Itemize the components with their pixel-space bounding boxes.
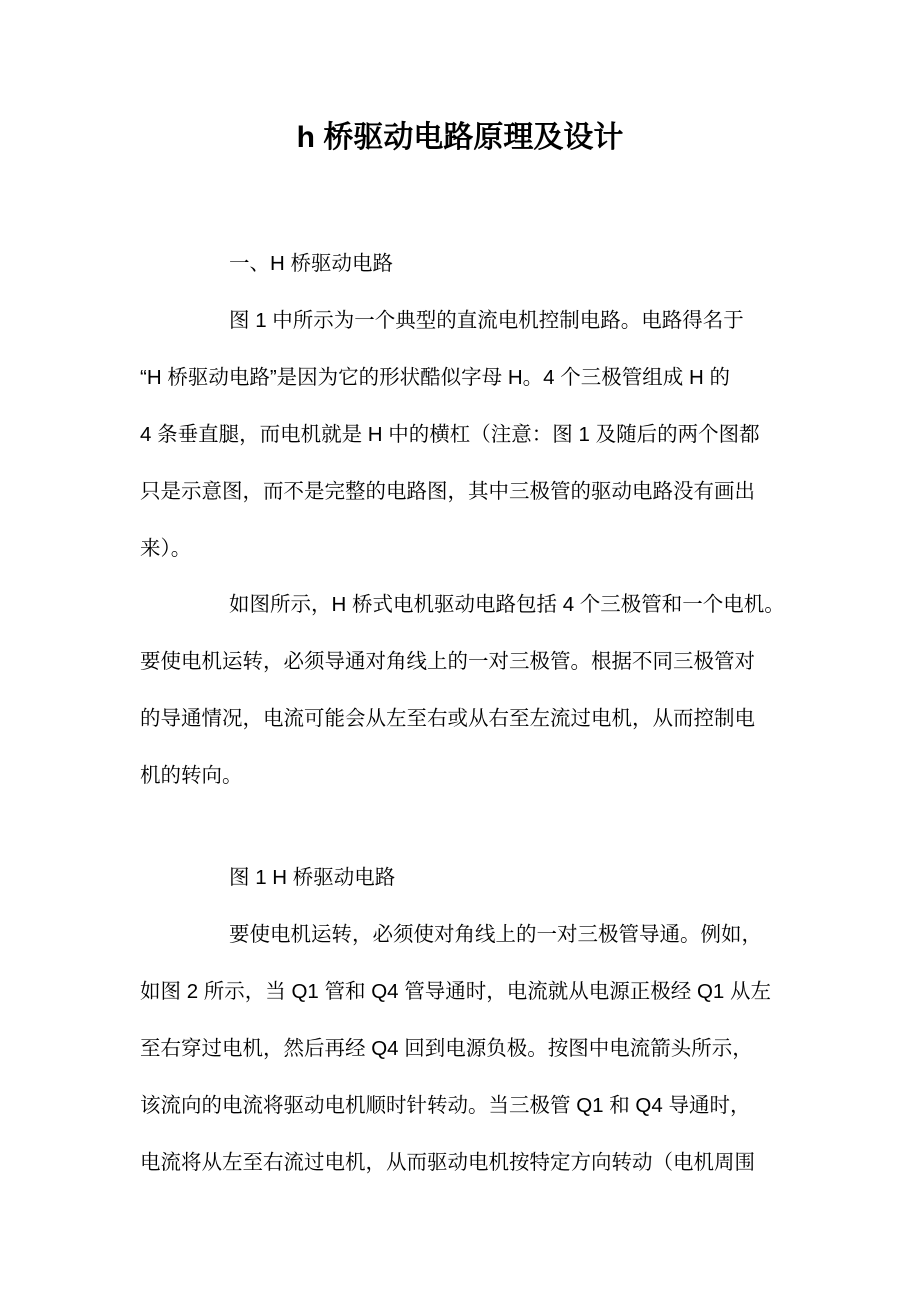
text-line: “H 桥驱动电路”是因为它的形状酷似字母 H。4 个三极管组成 H 的: [140, 366, 730, 389]
text-line: 机的转向。: [140, 764, 243, 787]
text-line: 至右穿过电机，然后再经 Q4 回到电源负极。按图中电流箭头所示，: [140, 1037, 753, 1060]
figure-caption: 图 1 H 桥驱动电路: [229, 866, 396, 889]
text-line: 图 1 中所示为一个典型的直流电机控制电路。电路得名于: [229, 309, 744, 332]
text-line: 只是示意图，而不是完整的电路图，其中三极管的驱动电路没有画出: [140, 480, 755, 503]
text-line: 4 条垂直腿，而电机就是 H 中的横杠（注意：图 1 及随后的两个图都: [140, 423, 760, 446]
text-line: 来）。: [140, 537, 192, 560]
text-line: 的导通情况，电流可能会从左至右或从右至左流过电机，从而控制电: [140, 707, 755, 730]
section-heading: 一、H 桥驱动电路: [229, 252, 393, 275]
text-line: 要使电机运转，必须导通对角线上的一对三极管。根据不同三极管对: [140, 650, 755, 673]
text-line: 如图所示，H 桥式电机驱动电路包括 4 个三极管和一个电机。: [229, 593, 785, 616]
text-line: 如图 2 所示，当 Q1 管和 Q4 管导通时，电流就从电源正极经 Q1 从左: [140, 980, 772, 1003]
text-line: 要使电机运转，必须使对角线上的一对三极管导通。例如，: [229, 923, 762, 946]
text-line: 电流将从左至右流过电机，从而驱动电机按特定方向转动（电机周围: [140, 1151, 755, 1174]
text-line: 该流向的电流将驱动电机顺时针转动。当三极管 Q1 和 Q4 导通时，: [140, 1094, 751, 1117]
document-title: h 桥驱动电路原理及设计: [296, 121, 624, 154]
